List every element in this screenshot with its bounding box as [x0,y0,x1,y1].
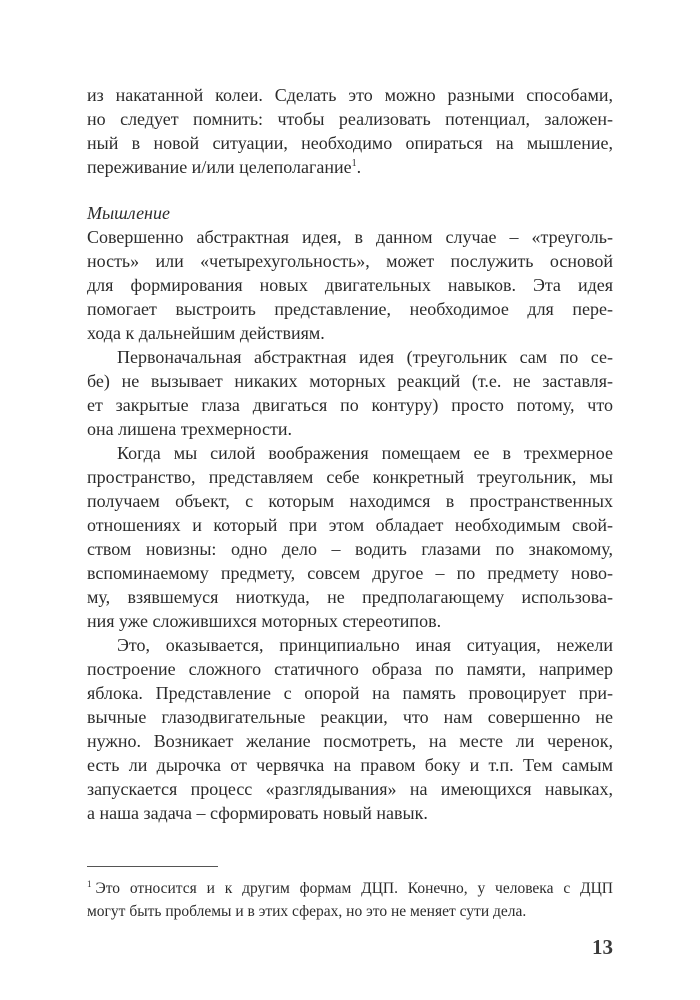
footnote-divider [87,866,218,867]
text-line: пространство, представляем себе конкретный треугольник, мы [87,467,613,487]
text-line: Это, оказывается, принципиально иная ситуация, нежели [117,635,613,655]
line-text: переживание и/или целеполагание [87,157,352,177]
text-line: помогает выстроить представление, необходимое для пере- [87,299,613,319]
paragraph [87,225,613,345]
section-heading: Мышление [87,203,170,223]
text-line: а наша задача – сформировать новый навык. [87,803,428,823]
text-line: отношениях и который при этом обладает необходимым свой- [87,515,613,535]
page-number: 13 [592,935,613,959]
text-line: вспоминаемому предмету, совсем другое – по предмету ново- [87,563,613,583]
footnote-marker: 1 [87,879,92,889]
text-line: хода к дальнейшим действиям. [87,323,325,343]
text-line: Совершенно абстрактная идея, в данном случае – «треуголь- [87,227,613,247]
text-line: она лишена трехмерности. [87,419,292,439]
text-line: нужно. Возникает желание посмотреть, на месте ли черенок, [87,731,613,751]
text-line: Когда мы силой воображения помещаем ее в трехмерное [117,443,613,463]
text-line: Первоначальная абстрактная идея (треугольник сам по се- [117,347,613,367]
paragraph [87,83,613,179]
text-line: ния уже сложившихся моторных стереотипов. [87,611,442,631]
footnote-reference: 1 [351,158,357,169]
line-tail: . [356,157,362,177]
text-line: построение сложного статичного образа по памяти, например [87,659,613,679]
text-line: из накатанной колеи. Сделать это можно разными способами, [87,85,613,105]
text-line: ный в новой ситуации, необходимо опираться на мышление, [87,133,613,153]
text-line: но следует помнить: чтобы реализовать потенциал, заложен- [87,109,613,129]
footnote [87,877,613,923]
footnote-line [87,877,613,900]
text-line [87,155,613,179]
paragraph [87,441,613,633]
text-line: ность» или «четырехугольность», может послужить основой [87,251,613,271]
footnote-text: Это относится и к другим формам ДЦП. Конечно, у человека с ДЦП [95,880,613,897]
text-line: бе) не вызывает никаких моторных реакций (т.е. не заставля- [87,371,613,391]
text-line: получаем объект, с которым находимся в пространственных [87,491,613,511]
paragraph [87,633,613,825]
footnote-line: могут быть проблемы и в этих сферах, но это не меняет сути дела. [87,903,527,920]
text-line: му, взявшемуся ниоткуда, не предполагающему использова- [87,587,613,607]
text-line: для формирования новых двигательных навыков. Эта идея [87,275,613,295]
text-line: запускается процесс «разглядывания» на имеющихся навыках, [87,779,613,799]
main-text [87,83,613,825]
text-line: есть ли дырочка от червячка на правом боку и т.п. Тем самым [87,755,613,775]
text-line: ством новизны: одно дело – водить глазами по знакомому, [87,539,613,559]
text-line: яблока. Представление с опорой на память провоцирует при- [87,683,613,703]
paragraph [87,345,613,441]
text-line: вычные глазодвигательные реакции, что нам совершенно не [87,707,613,727]
text-line: ет закрытые глаза двигаться по контуру) просто потому, что [87,395,613,415]
